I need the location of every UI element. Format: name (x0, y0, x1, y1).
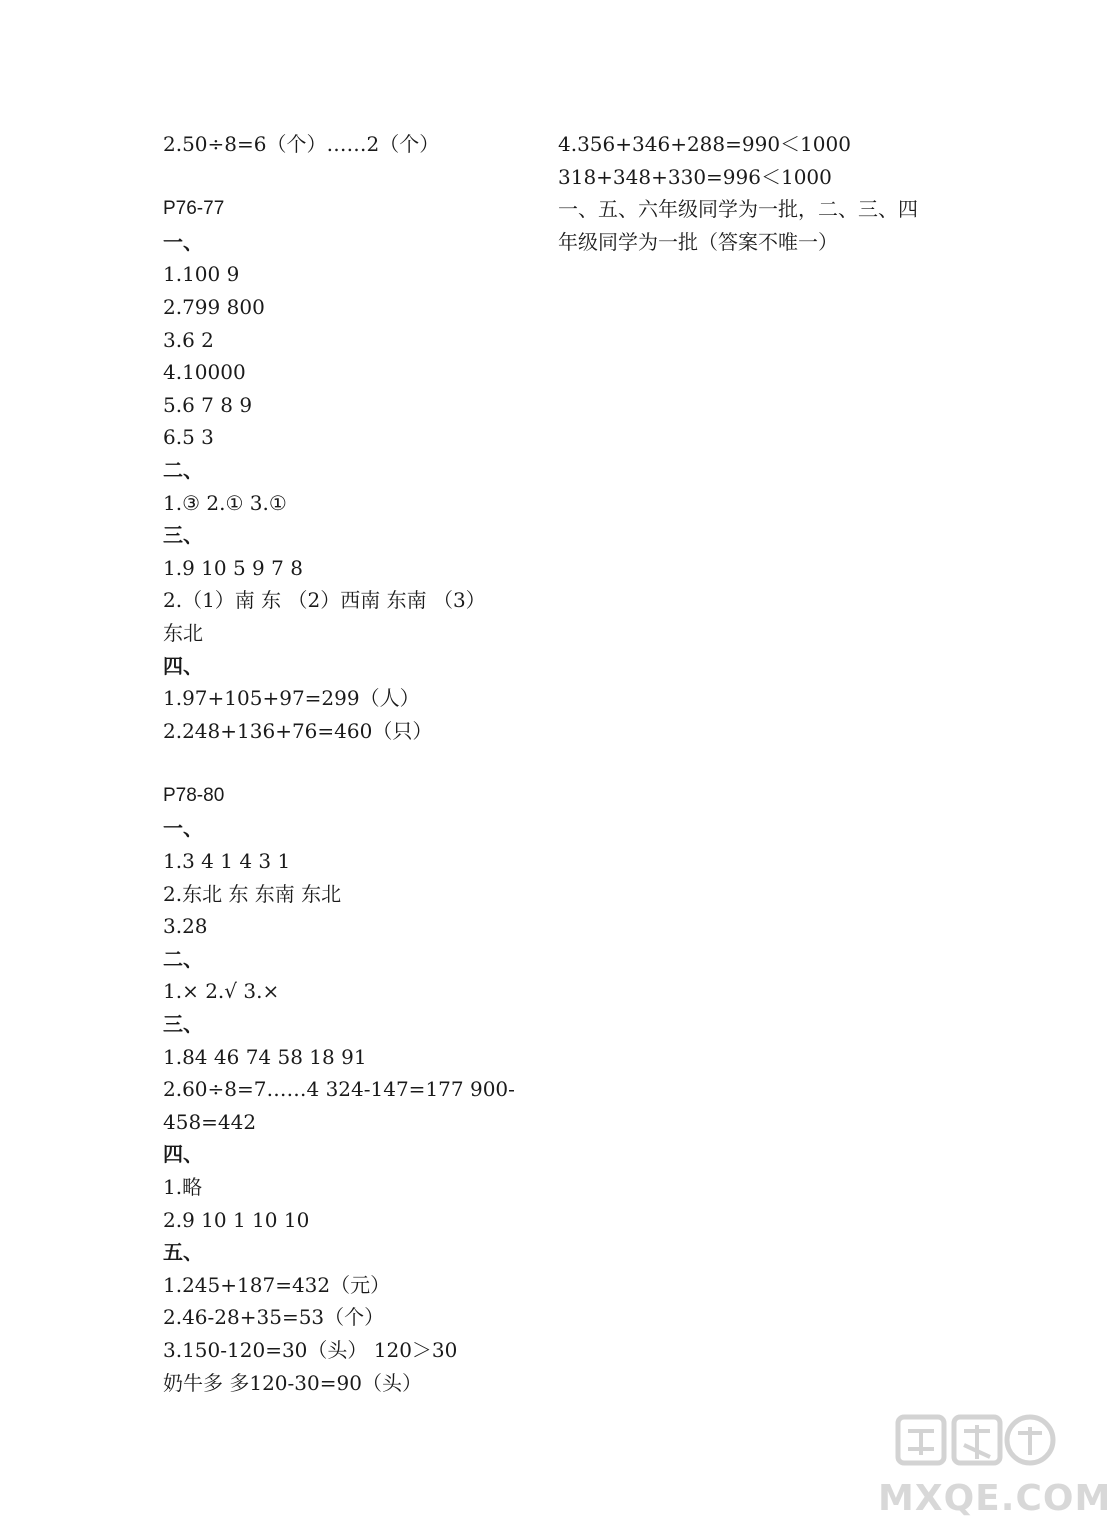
answer-line: 4.356+346+288=990＜1000 (558, 132, 851, 156)
answer-line: 1.3 4 1 4 3 1 (163, 849, 291, 874)
answer-line: 2.（1）南 东 （2）西南 东南 （3） (163, 588, 486, 613)
answer-line: 3.150-120=30（头） 120＞30 (163, 1337, 458, 1362)
section-heading: 五、 (163, 1240, 203, 1265)
watermark-logo-icon (868, 1409, 1058, 1479)
answer-line: 3.28 (163, 914, 208, 939)
answer-line: 2.799 800 (163, 294, 265, 319)
answer-line: 1.9 10 5 9 7 8 (163, 555, 303, 580)
answer-line: 年级同学为一批（答案不唯一） (558, 229, 838, 254)
answer-line: 1.245+187=432（元） (163, 1272, 391, 1297)
section-heading: 四、 (163, 1142, 203, 1167)
answer-line: 1.× 2.√ 3.× (163, 979, 280, 1004)
answer-line: 1.③ 2.① 3.① (163, 490, 287, 515)
page-range-heading: P76-77 (163, 198, 225, 220)
answer-line: 奶牛多 多120-30=90（头） (163, 1370, 422, 1395)
answer-line: 458=442 (163, 1109, 257, 1134)
section-heading: 一、 (163, 229, 203, 254)
watermark (868, 1409, 1111, 1519)
answer-line: 2.248+136+76=460（只） (163, 718, 433, 743)
answer-line: 2.46-28+35=53（个） (163, 1305, 385, 1330)
answer-line: 一、五、六年级同学为一批，二、三、四 (558, 197, 918, 222)
section-heading: 一、 (163, 816, 203, 841)
section-heading: 二、 (163, 457, 203, 482)
section-heading: 四、 (163, 653, 203, 678)
blank-line (163, 161, 533, 194)
watermark-text: MXQE.COM (878, 1478, 1111, 1519)
answer-line: 1.略 (163, 1175, 203, 1199)
page-range-heading: P78-80 (163, 784, 225, 806)
answer-line: 3.6 2 (163, 327, 214, 352)
answer-line: 2.东北 东 东南 东北 (163, 881, 342, 906)
answer-line: 1.100 9 (163, 262, 240, 287)
blank-line (163, 747, 533, 780)
answer-line: 5.6 7 8 9 (163, 392, 253, 417)
answer-line: 2.50÷8=6（个）……2（个） (163, 132, 440, 156)
section-heading: 二、 (163, 946, 203, 971)
answer-column-right (558, 128, 938, 258)
answer-line: 4.10000 (163, 360, 246, 385)
answer-line: 6.5 3 (163, 425, 214, 450)
answer-line: 1.97+105+97=299（人） (163, 686, 420, 711)
answer-line: 1.84 46 74 58 18 91 (163, 1044, 367, 1069)
answer-line: 318+348+330=996＜1000 (558, 164, 832, 189)
answer-column-left (163, 128, 533, 1399)
answer-line: 2.60÷8=7……4 324-147=177 900- (163, 1077, 515, 1102)
section-heading: 三、 (163, 523, 203, 548)
answer-line: 2.9 10 1 10 10 (163, 1207, 310, 1232)
section-heading: 三、 (163, 1012, 203, 1037)
answer-line: 东北 (163, 620, 203, 645)
